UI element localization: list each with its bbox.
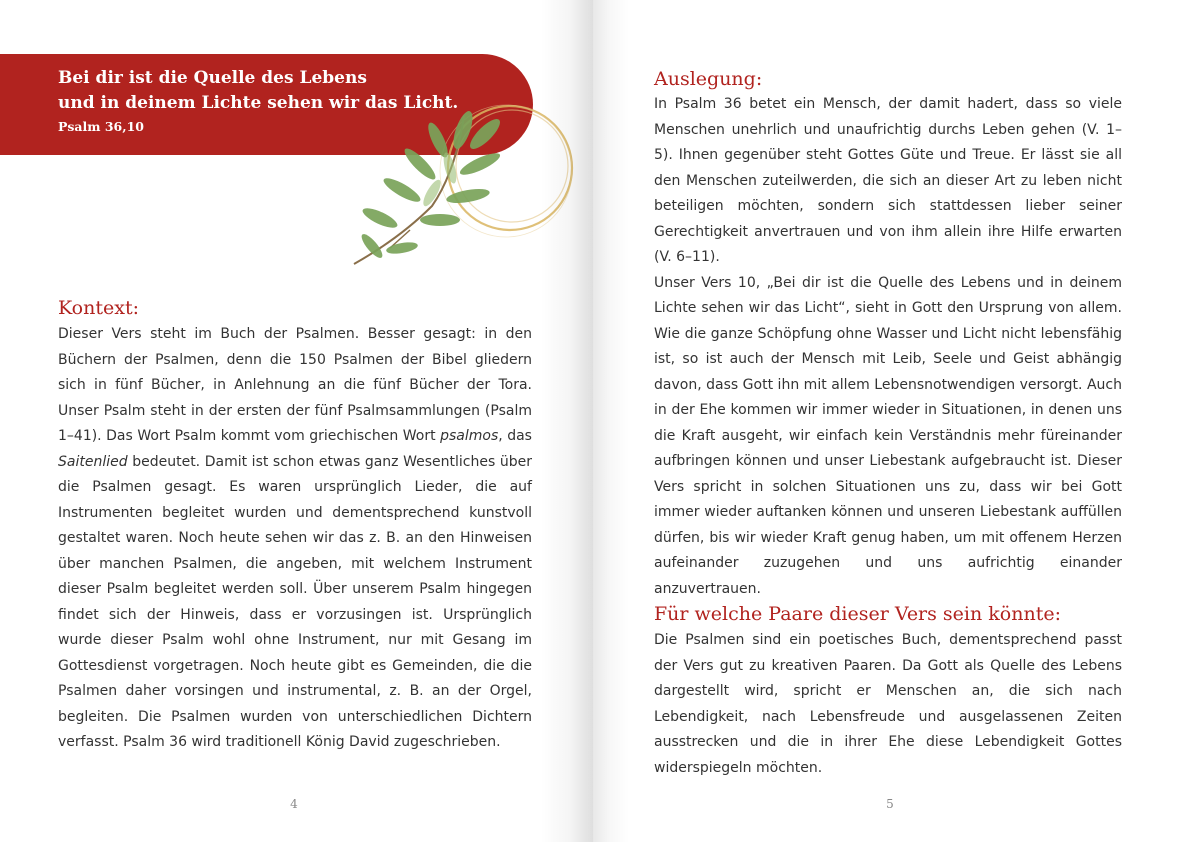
gutter-shadow-right [593,0,629,842]
auslegung-paragraph-2: Unser Vers 10, „Bei dir ist die Quelle des Lebens und in deinem Lichte sehen wir das Licht“, sieht in Gott den Ursprung von allem. Wie die ganze Schöpfung ohne Wasser und Licht nicht lebensfähig ist, so ist auch der Mensch mit Leib, Seele und Geist abhängig davon, dass Gott ihn mit allem Lebensnotwendigen versorgt. Auch in der Ehe kommen wir immer wieder in Situationen, in denen uns die Kraft ausgeht, wir einfach kein Verständnis mehr füreinander aufbringen können und unser Liebestank aufgebraucht ist. Dieser Vers spricht in solchen Situationen uns zu, dass wir bei Gott immer wieder auftanken können und unseren Liebestank auffüllen dürfen, bis wir wieder Kraft genug haben, um mit offenem Herzen aufeinander zuzugehen und uns aufrichtig einander anzuvertrauen. [654,274,1122,597]
text-segment: Dieser Vers steht im Buch der Psalmen. Besser gesagt: in den Büchern der Psalmen, denn die 150 Psalmen der Bibel gliedern sich in fünf Bücher, in Anlehnung an die fünf Bücher der Tora. Unser Psalm steht in der ersten der fünf Psalmsammlungen (Psalm 1–41). Das Wort Psalm kommt vom griechischen Wort [58,326,532,444]
heading-kontext: Kontext: [58,297,139,319]
kontext-paragraph [58,322,532,756]
paare-paragraph [654,628,1122,781]
italic-term: Saitenlied [58,453,128,470]
heading-auslegung: Auslegung: [654,68,763,90]
heading-paare: Für welche Paare dieser Vers sein könnte: [654,603,1061,625]
auslegung-text [654,92,1122,602]
gutter-shadow-left [540,0,593,842]
italic-term: psalmos [440,428,499,444]
auslegung-paragraph-1: In Psalm 36 betet ein Mensch, der damit hadert, dass so viele Menschen unehrlich und unaufrichtig durchs Leben gehen (V. 1–5). Ihnen gegenüber steht Gottes Güte und Treue. Er lässt sie all den Menschen zuteilwerden, die sich an dieser Art zu leben nicht beteiligen möchten, sondern sich stattdessen lieber seiner Gerechtigkeit anvertrauen und von ihm allein ihre Hilfe erwarten (V. 6–11). [654,96,1122,265]
text-segment: , das [498,428,532,444]
right-page [593,0,1186,842]
page-number-right: 5 [886,797,894,811]
quote-reference: Psalm 36,10 [58,119,145,134]
quote-text [58,66,478,116]
quote-line-1: Bei dir ist die Quelle des Lebens [58,68,367,88]
text-segment: bedeutet. Damit ist schon etwas ganz Wesentliches über die Psalmen gesagt. Es waren ursprünglich Lieder, die auf Instrumenten begleitet wurden und dementsprechend kunstvoll gestaltet waren. Noch heute sehen wir das z. B. an den Hinweisen über manchen Psalmen, die angeben, mit welchem Instrument dieser Psalm begleitet werden soll. Über unserem Psalm hingegen findet sich der Hinweis, dass er vorzusingen ist. Ursprünglich wurde dieser Psalm wohl ohne Instrument, nur mit Gesang im Gottesdienst vorgetragen. Noch heute gibt es Gemeinden, die die Psalmen daher vorsingen und instrumental, z. B. an der Orgel, begleiten. Die Psalmen wurden von unterschiedlichen Dichtern verfasst. Psalm 36 wird traditionell König David zugeschrieben. [58,453,532,750]
quote-line-2: und in deinem Lichte sehen wir das Licht. [58,93,459,113]
paare-text: Die Psalmen sind ein poetisches Buch, dementsprechend passt der Vers gut zu kreativen Paaren. Da Gott als Quelle des Lebens dargestellt wird, spricht er Menschen an, die sich nach Lebendigkeit, nach Lebensfreude und ausgelassenen Zeiten ausstrecken und die in ihrer Ehe diese Lebendigkeit Gottes widerspiegeln möchten. [654,632,1122,776]
page-number-left: 4 [290,797,298,811]
